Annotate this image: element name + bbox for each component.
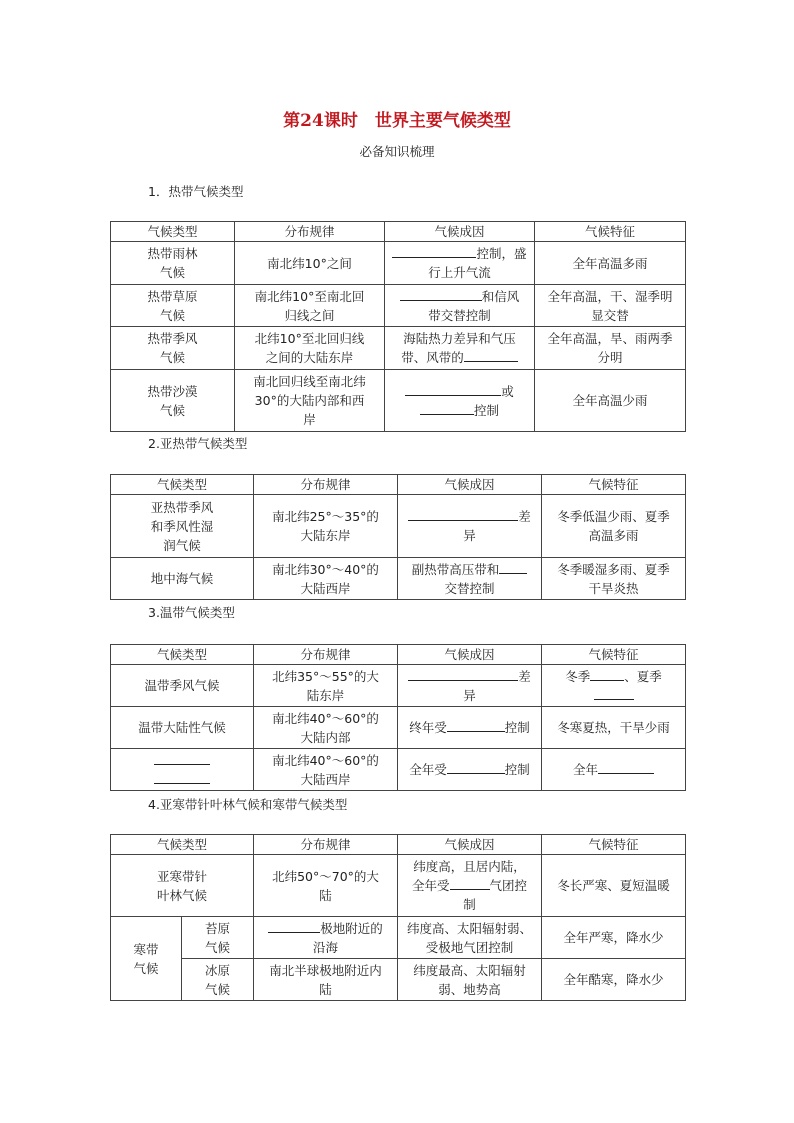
- cause-cell: 差 异: [398, 495, 542, 558]
- table-header-row: [111, 222, 686, 242]
- climate-type-cell: 热带草原 气候: [111, 285, 235, 327]
- table-row: [111, 327, 686, 370]
- table-row: [111, 242, 686, 285]
- header-climate-type: 气候类型: [111, 222, 235, 242]
- section-heading-tropical: 1．热带气候类型: [148, 184, 244, 199]
- tropical-climate-table: [110, 221, 686, 432]
- distribution-cell: 南北纬10°之间: [235, 242, 385, 285]
- fill-blank[interactable]: [405, 382, 501, 396]
- distribution-cell: 北纬50°～70°的大 陆: [254, 855, 398, 917]
- feature-cell: 冬寒夏热，干旱少雨: [542, 707, 686, 749]
- fill-blank[interactable]: [450, 876, 490, 890]
- table-row: [111, 917, 686, 959]
- fill-blank[interactable]: [464, 348, 518, 362]
- header-climate-type: 气候类型: [111, 475, 254, 495]
- distribution-cell: 南北纬30°～40°的 大陆西岸: [254, 558, 398, 600]
- table-row: [111, 285, 686, 327]
- header-distribution: 分布规律: [254, 645, 398, 665]
- feature-cell: 全年酷寒，降水少: [542, 959, 686, 1001]
- cause-cell: 纬度高、太阳辐射弱、 受极地气团控制: [398, 917, 542, 959]
- fill-blank[interactable]: [499, 560, 527, 574]
- distribution-cell: 南北纬25°～35°的 大陆东岸: [254, 495, 398, 558]
- climate-type-cell: 地中海气候: [111, 558, 254, 600]
- header-cause: 气候成因: [398, 475, 542, 495]
- header-feature: 气候特征: [542, 475, 686, 495]
- header-cause: 气候成因: [398, 835, 542, 855]
- cause-cell: 或 控制: [385, 370, 535, 432]
- table-row: [111, 707, 686, 749]
- fill-blank[interactable]: [420, 401, 474, 415]
- feature-cell: 全年严寒，降水少: [542, 917, 686, 959]
- cause-cell: 和信风 带交替控制: [385, 285, 535, 327]
- climate-type-cell: 热带季风 气候: [111, 327, 235, 370]
- distribution-cell: 南北纬40°～60°的 大陆内部: [254, 707, 398, 749]
- feature-cell: 全年高温多雨: [535, 242, 686, 285]
- subarctic-polar-climate-table: [110, 834, 686, 1001]
- climate-group-cell: 寒带 气候: [111, 917, 182, 1001]
- distribution-cell: 极地附近的 沿海: [254, 917, 398, 959]
- section-heading-subarctic-polar: 4.亚寒带针叶林气候和寒带气候类型: [148, 797, 348, 812]
- temperate-climate-table: [110, 644, 686, 791]
- cause-cell: 海陆热力差异和气压 带、风带的: [385, 327, 535, 370]
- table-row: [111, 855, 686, 917]
- section-heading-temperate: 3.温带气候类型: [148, 605, 235, 620]
- distribution-cell: 南北回归线至南北纬 30°的大陆内部和西 岸: [235, 370, 385, 432]
- cause-cell: 纬度高，且居内陆， 全年受 气团控 制: [398, 855, 542, 917]
- fill-blank[interactable]: [594, 686, 634, 700]
- feature-cell: 冬长严寒、夏短温暖: [542, 855, 686, 917]
- feature-cell: 全年高温少雨: [535, 370, 686, 432]
- climate-type-cell: 温带季风气候: [111, 665, 254, 707]
- page-subtitle: 必备知识梳理: [359, 144, 435, 159]
- table-row: [111, 959, 686, 1001]
- fill-blank[interactable]: [268, 919, 320, 933]
- feature-cell: 全年高温，干、湿季明 显交替: [535, 285, 686, 327]
- climate-type-cell: 温带大陆性气候: [111, 707, 254, 749]
- table-row: [111, 665, 686, 707]
- fill-blank[interactable]: [154, 770, 210, 784]
- table-row: [111, 558, 686, 600]
- header-cause: 气候成因: [385, 222, 535, 242]
- climate-type-cell: 热带雨林 气候: [111, 242, 235, 285]
- page-title: 第24课时 世界主要气候类型: [283, 111, 511, 131]
- feature-cell: 冬季低温少雨、夏季 高温多雨: [542, 495, 686, 558]
- header-feature: 气候特征: [542, 645, 686, 665]
- fill-blank[interactable]: [447, 718, 505, 732]
- section-heading-subtropical: 2.亚热带气候类型: [148, 436, 248, 451]
- fill-blank[interactable]: [590, 667, 624, 681]
- cause-cell: 终年受 控制: [398, 707, 542, 749]
- fill-blank[interactable]: [154, 751, 210, 765]
- table-header-row: [111, 475, 686, 495]
- header-climate-type: 气候类型: [111, 645, 254, 665]
- table-header-row: [111, 835, 686, 855]
- subtropical-climate-table: [110, 474, 686, 600]
- climate-type-cell: [111, 749, 254, 791]
- header-cause: 气候成因: [398, 645, 542, 665]
- cause-cell: 纬度最高、太阳辐射 弱、地势高: [398, 959, 542, 1001]
- table-header-row: [111, 645, 686, 665]
- cause-cell: 控制，盛 行上升气流: [385, 242, 535, 285]
- distribution-cell: 南北纬10°至南北回 归线之间: [235, 285, 385, 327]
- fill-blank[interactable]: [408, 667, 518, 681]
- feature-cell: 冬季暖湿多雨、夏季 干旱炎热: [542, 558, 686, 600]
- fill-blank[interactable]: [447, 760, 505, 774]
- header-feature: 气候特征: [542, 835, 686, 855]
- fill-blank[interactable]: [392, 244, 476, 258]
- climate-type-cell: 亚寒带针 叶林气候: [111, 855, 254, 917]
- header-distribution: 分布规律: [235, 222, 385, 242]
- cause-cell: 差 异: [398, 665, 542, 707]
- feature-cell: 全年高温，旱、雨两季 分明: [535, 327, 686, 370]
- climate-type-cell: 冰原 气候: [182, 959, 254, 1001]
- distribution-cell: 南北纬40°～60°的 大陆西岸: [254, 749, 398, 791]
- cause-cell: 全年受 控制: [398, 749, 542, 791]
- table-row: [111, 495, 686, 558]
- distribution-cell: 南北半球极地附近内 陆: [254, 959, 398, 1001]
- header-feature: 气候特征: [535, 222, 686, 242]
- header-climate-type: 气候类型: [111, 835, 254, 855]
- climate-type-cell: 亚热带季风 和季风性湿 润气候: [111, 495, 254, 558]
- cause-cell: 副热带高压带和 交替控制: [398, 558, 542, 600]
- header-distribution: 分布规律: [254, 835, 398, 855]
- climate-type-cell: 热带沙漠 气候: [111, 370, 235, 432]
- distribution-cell: 北纬35°～55°的大 陆东岸: [254, 665, 398, 707]
- distribution-cell: 北纬10°至北回归线 之间的大陆东岸: [235, 327, 385, 370]
- climate-type-cell: 苔原 气候: [182, 917, 254, 959]
- fill-blank[interactable]: [400, 287, 482, 301]
- feature-cell: 冬季 、夏季: [542, 665, 686, 707]
- feature-cell: 全年: [542, 749, 686, 791]
- fill-blank[interactable]: [408, 507, 518, 521]
- fill-blank[interactable]: [598, 760, 654, 774]
- table-row: [111, 370, 686, 432]
- header-distribution: 分布规律: [254, 475, 398, 495]
- table-row: [111, 749, 686, 791]
